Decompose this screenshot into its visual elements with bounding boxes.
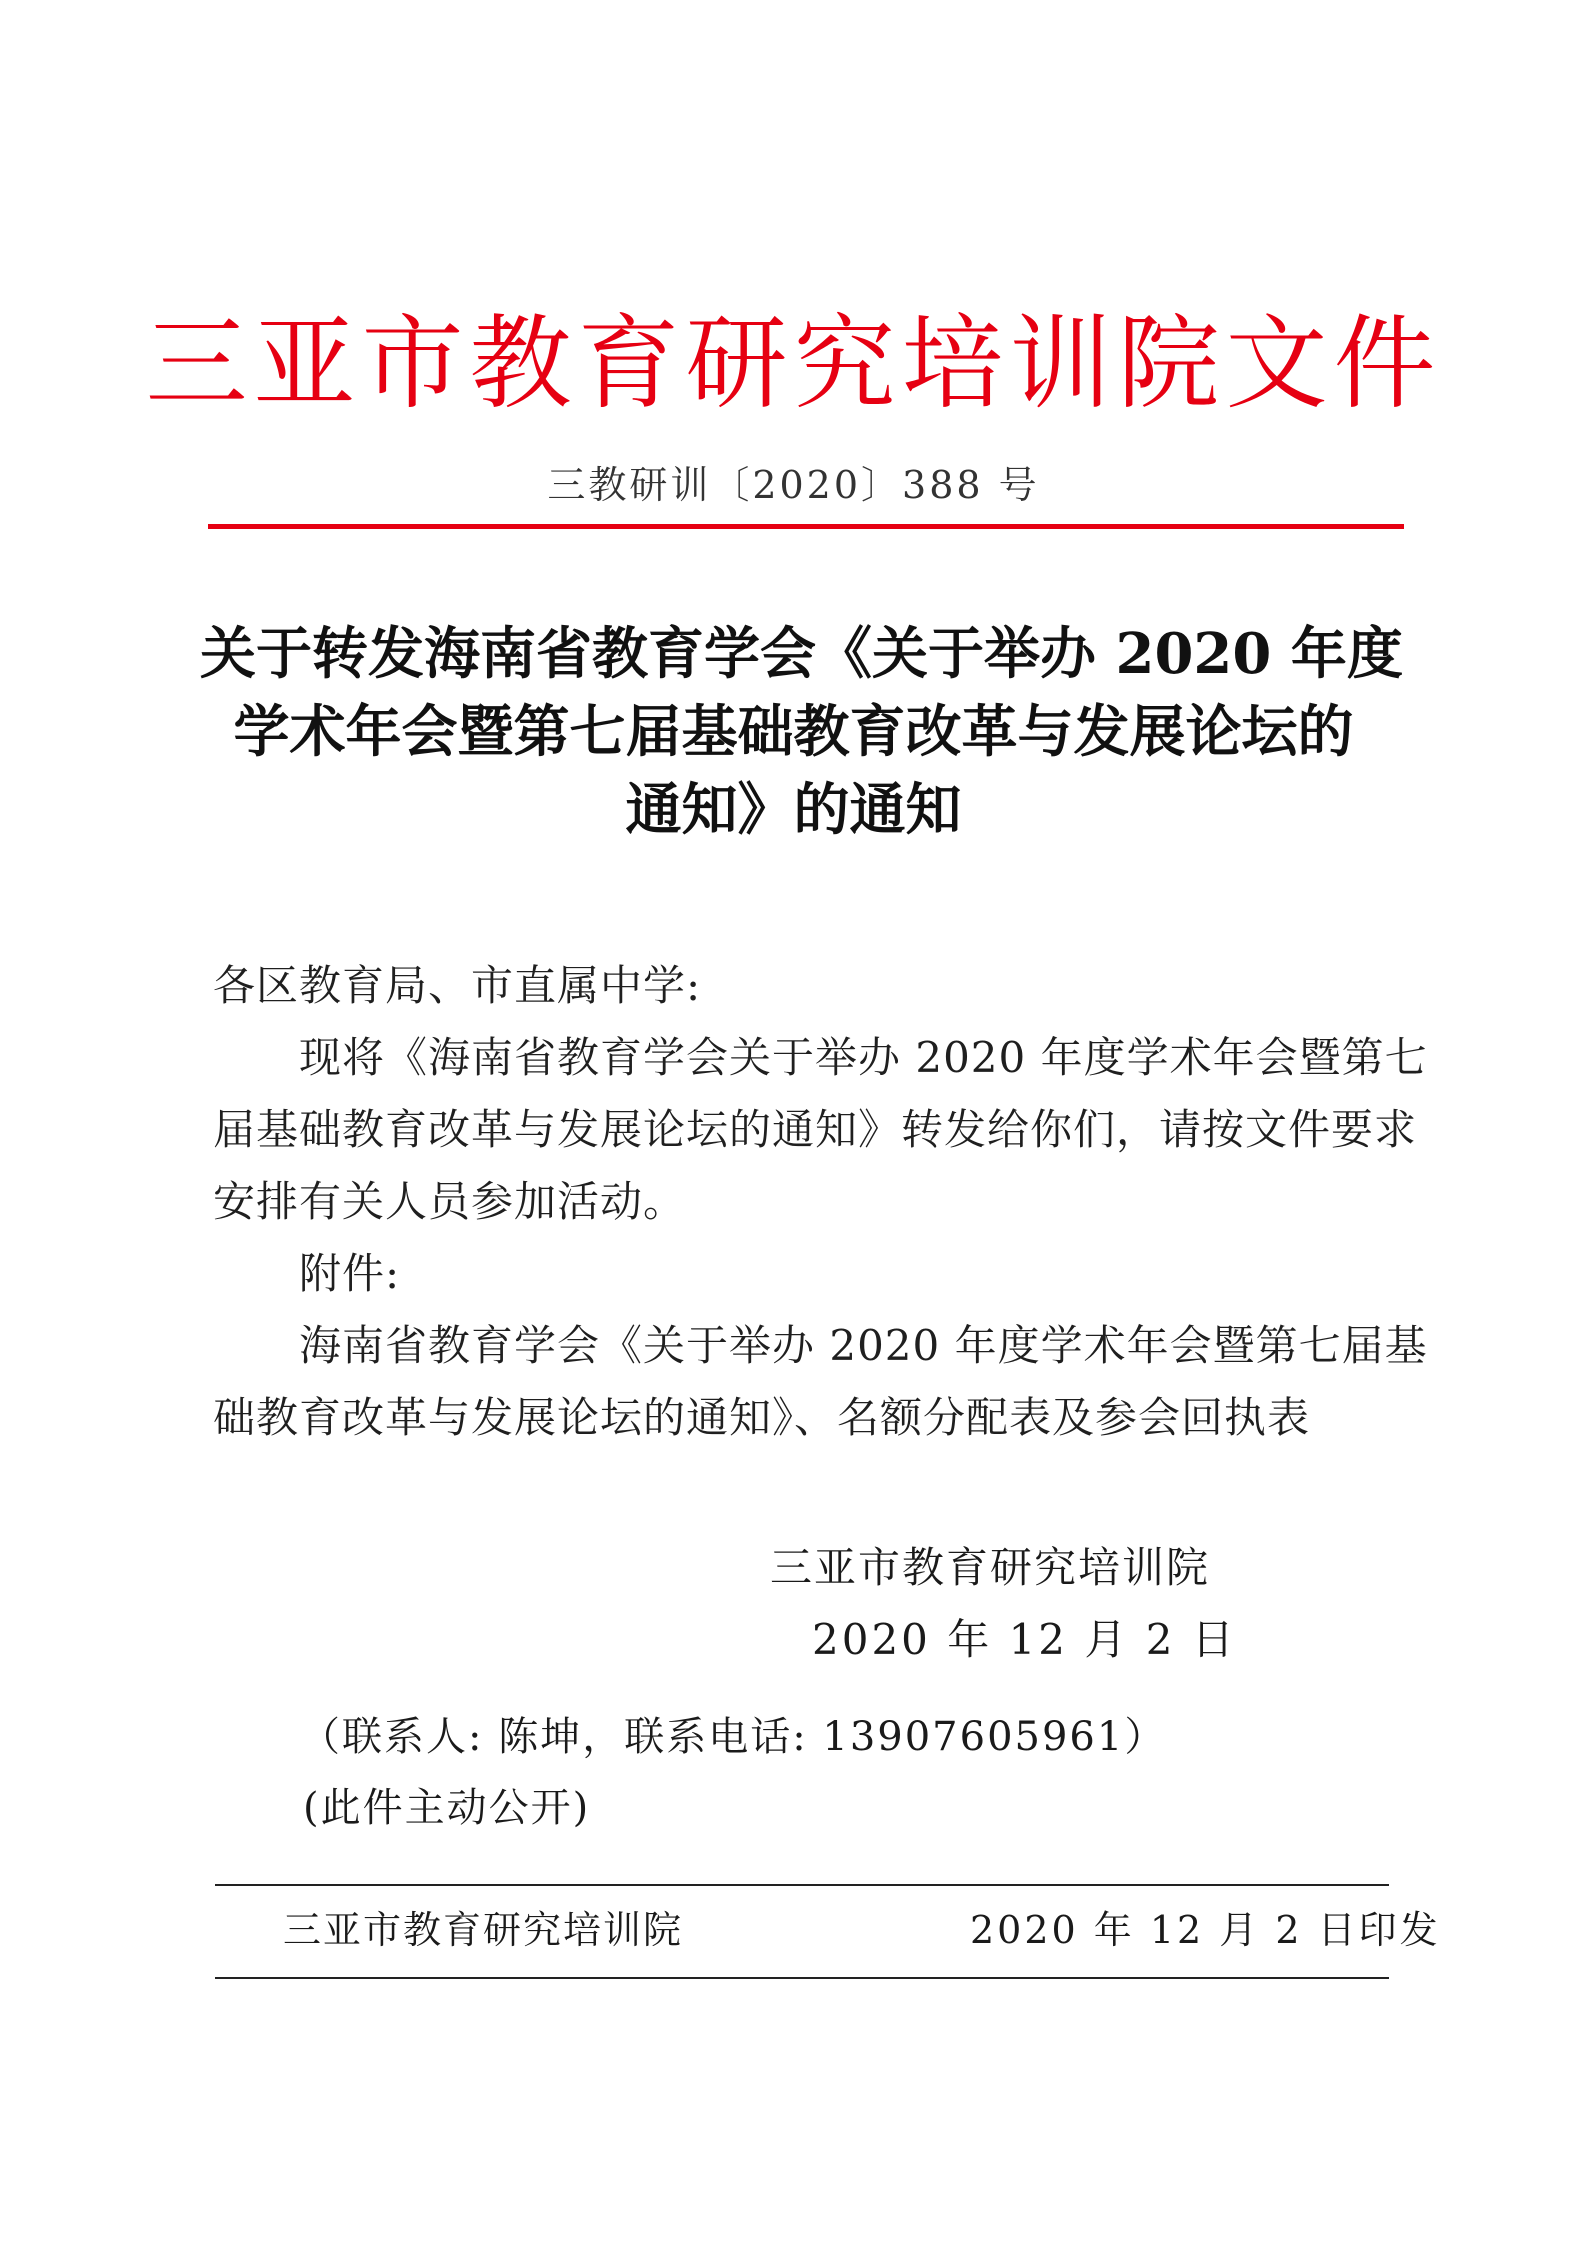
footer-bottom-rule bbox=[215, 1977, 1389, 1979]
body-paragraph-line: 安排有关人员参加活动。 bbox=[213, 1177, 687, 1226]
attachment-line: 海南省教育学会《关于举办 2020 年度学术年会暨第七届基 bbox=[213, 1321, 1428, 1370]
attachment-line: 础教育改革与发展论坛的通知》、名额分配表及参会回执表 bbox=[213, 1393, 1311, 1442]
footer-issue-date: 2020 年 12 月 2 日印发 bbox=[970, 1908, 1441, 1952]
signature-date: 2020 年 12 月 2 日 bbox=[812, 1615, 1237, 1664]
footer-organization: 三亚市教育研究培训院 bbox=[283, 1908, 684, 1952]
notice-body bbox=[213, 954, 1428, 1450]
notice-title-line: 关于转发海南省教育学会《关于举办 2020 年度 bbox=[200, 621, 1403, 687]
body-paragraph-line: 现将《海南省教育学会关于举办 2020 年度学术年会暨第七 bbox=[213, 1033, 1428, 1082]
red-header-divider bbox=[208, 524, 1404, 529]
notice-title-line: 通知》的通知 bbox=[625, 777, 962, 843]
signature-organization: 三亚市教育研究培训院 bbox=[770, 1543, 1211, 1592]
notice-title-line: 学术年会暨第七届基础教育改革与发展论坛的 bbox=[233, 699, 1354, 765]
notice-title bbox=[200, 615, 1403, 849]
footer-top-rule bbox=[215, 1884, 1389, 1886]
attachment-label: 附件: bbox=[213, 1249, 401, 1298]
contact-info: （联系人: 陈坤，联系电话: 13907605961） bbox=[300, 1714, 1167, 1760]
public-disclosure-note: (此件主动公开) bbox=[303, 1785, 591, 1831]
document-header-title: 三亚市教育研究培训院文件 bbox=[145, 305, 1442, 424]
addressee-line: 各区教育局、市直属中学: bbox=[213, 961, 702, 1010]
body-paragraph-line: 届基础教育改革与发展论坛的通知》转发给你们，请按文件要求 bbox=[213, 1105, 1418, 1154]
document-number: 三教研训〔2020〕388 号 bbox=[547, 463, 1040, 507]
